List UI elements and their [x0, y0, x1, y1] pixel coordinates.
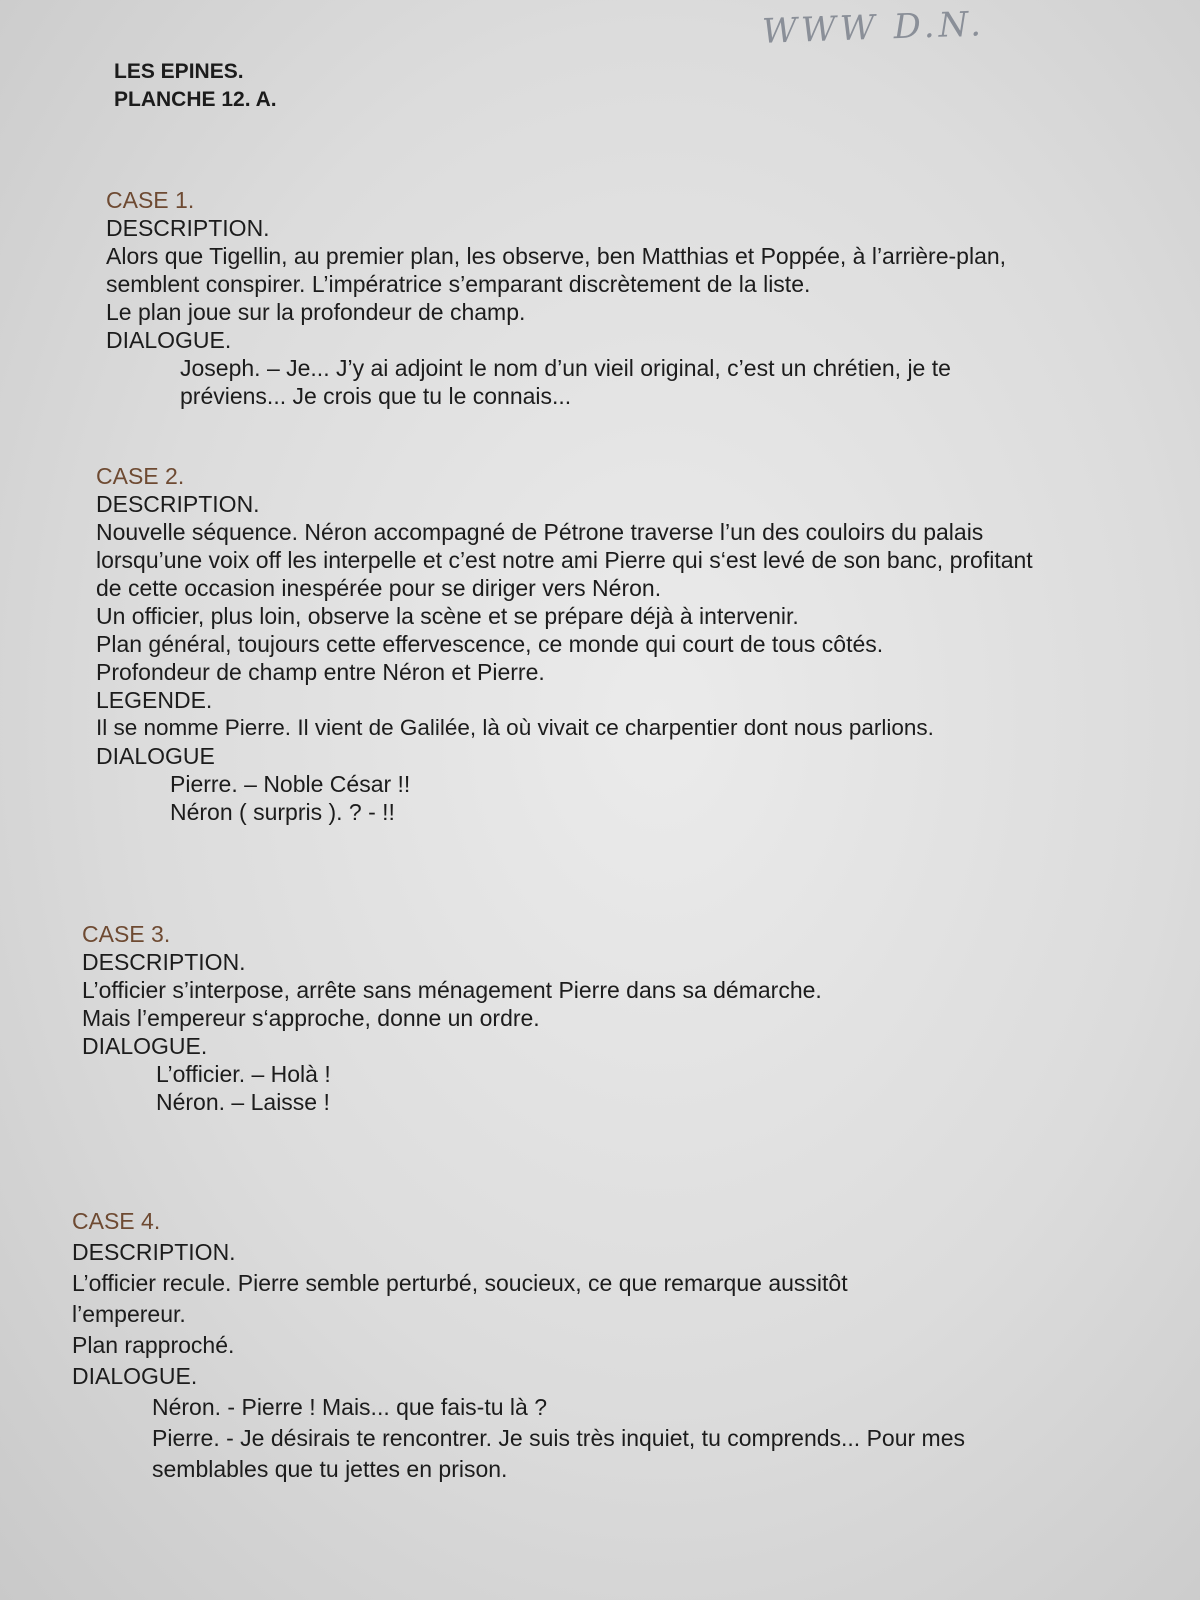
- dialogue-block: [96, 770, 1076, 826]
- description-label: DESCRIPTION.: [72, 1239, 236, 1265]
- dialogue-line: Néron ( surpris ). ? - !!: [170, 799, 395, 825]
- description-text: Profondeur de champ entre Néron et Pierre.: [96, 659, 545, 685]
- case-2: [96, 462, 1076, 826]
- dialogue-label: DIALOGUE.: [82, 1033, 208, 1059]
- header-subtitle: PLANCHE 12. A.: [114, 88, 277, 111]
- case-title: CASE 4.: [72, 1208, 161, 1234]
- description-label: DESCRIPTION.: [82, 949, 246, 975]
- description-text: Plan général, toujours cette effervescence, ce monde qui court de tous côtés.: [96, 631, 884, 657]
- description-text: L’officier s’interpose, arrête sans ménagement Pierre dans sa démarche.: [82, 977, 822, 1003]
- description-text: l’empereur.: [72, 1301, 186, 1327]
- case-title: CASE 1.: [106, 187, 195, 213]
- case-title: CASE 2.: [96, 463, 185, 489]
- dialogue-line: Pierre. – Noble César !!: [170, 771, 411, 797]
- dialogue-label: DIALOGUE.: [106, 327, 232, 353]
- description-text: Alors que Tigellin, au premier plan, les observe, ben Matthias et Poppée, à l’arrière-plan, semblent conspirer. L’impératrice s’emparant discrètement de la liste.: [106, 243, 1007, 297]
- dialogue-block: [106, 354, 1046, 410]
- description-text: L’officier recule. Pierre semble perturbé, soucieux, ce que remarque aussitôt: [72, 1270, 848, 1296]
- dialogue-line: Joseph. – Je... J’y ai adjoint le nom d’un vieil original, c’est un chrétien, je te préviens... Je crois que tu le connais...: [180, 355, 951, 409]
- description-text: Plan rapproché.: [72, 1332, 235, 1358]
- description-text: Un officier, plus loin, observe la scène et se prépare déjà à intervenir.: [96, 603, 799, 629]
- case-1: [106, 186, 1046, 410]
- dialogue-line: Néron. - Pierre ! Mais... que fais-tu là ?: [152, 1394, 547, 1420]
- dialogue-line: L’officier. – Holà !: [156, 1061, 331, 1087]
- dialogue-block: [72, 1392, 1062, 1485]
- case-4: [72, 1206, 1062, 1485]
- dialogue-line: Néron. – Laisse !: [156, 1089, 330, 1115]
- dialogue-label: DIALOGUE: [96, 743, 215, 769]
- legende-text: Il se nomme Pierre. Il vient de Galilée, là où vivait ce charpentier dont nous parlions.: [96, 715, 934, 740]
- description-text: Mais l’empereur s‘approche, donne un ordre.: [82, 1005, 540, 1031]
- description-label: DESCRIPTION.: [106, 215, 270, 241]
- dialogue-line: Pierre. - Je désirais te rencontrer. Je suis très inquiet, tu comprends... Pour mes semblables que tu jettes en prison.: [152, 1425, 966, 1482]
- handwritten-note: WWW D.N.: [761, 4, 986, 52]
- case-title: CASE 3.: [82, 921, 171, 947]
- dialogue-label: DIALOGUE.: [72, 1363, 198, 1389]
- document-header: [114, 58, 277, 114]
- dialogue-block: [82, 1060, 1062, 1116]
- legende-label: LEGENDE.: [96, 687, 213, 713]
- description-text: Nouvelle séquence. Néron accompagné de Pétrone traverse l’un des couloirs du palais lorsqu’une voix off les interpelle et c’est notre ami Pierre qui s‘est levé de son banc, profitant de cette occasion inespérée pour se diriger vers Néron.: [96, 519, 1033, 601]
- case-3: [82, 920, 1062, 1116]
- description-text: Le plan joue sur la profondeur de champ.: [106, 299, 526, 325]
- header-title: LES EPINES.: [114, 60, 244, 83]
- description-label: DESCRIPTION.: [96, 491, 260, 517]
